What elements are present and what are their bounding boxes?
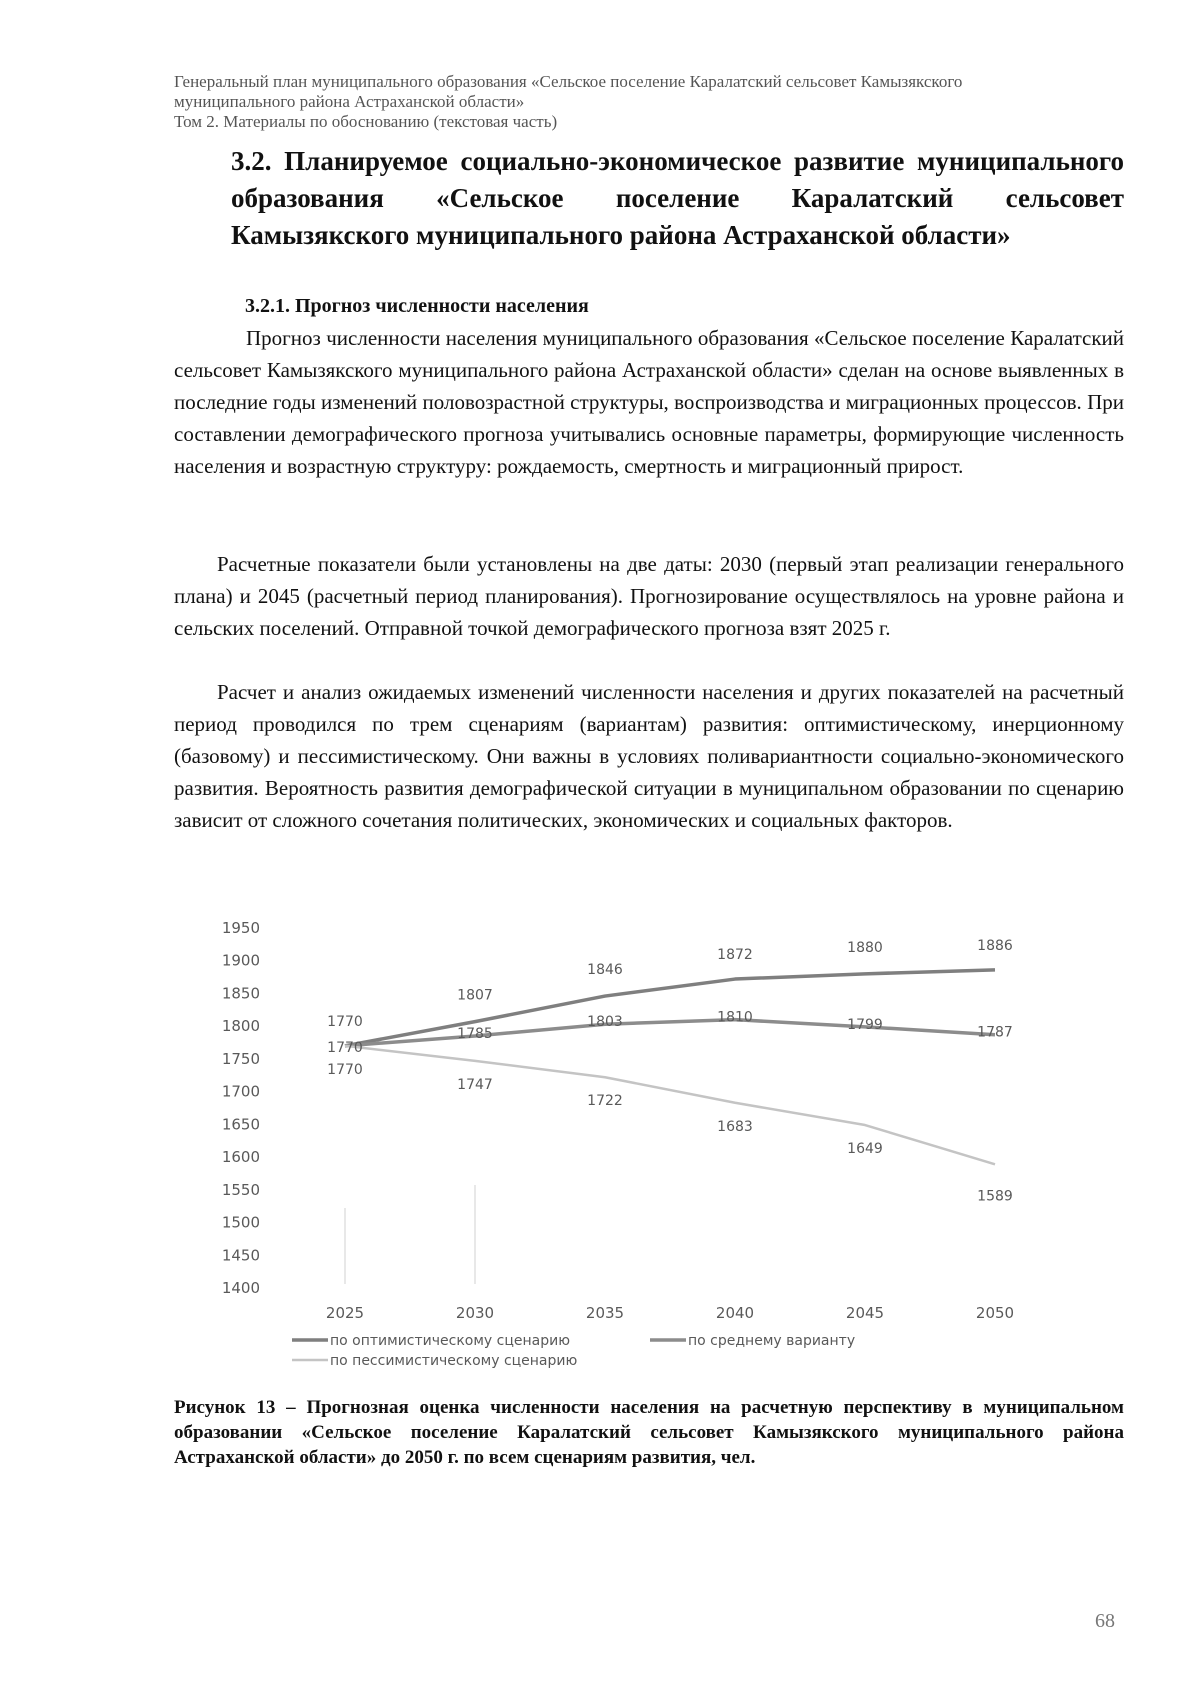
data-label: 1683 — [717, 1118, 753, 1135]
data-label: 1770 — [327, 1061, 363, 1078]
y-tick-label: 1550 — [221, 1180, 260, 1199]
population-forecast-chart — [180, 900, 1080, 1380]
data-label: 1880 — [847, 939, 883, 956]
data-label: 1846 — [587, 962, 623, 979]
data-label: 1589 — [977, 1188, 1013, 1205]
header-line-2: муниципального района Астраханской области» — [174, 92, 525, 111]
data-label: 1770 — [327, 1039, 363, 1056]
data-label: 1785 — [457, 1026, 493, 1042]
series-line-1 — [345, 970, 995, 1046]
figure-caption: Рисунок 13 – Прогнозная оценка численности населения на расчетную перспективу в муниципальном образовании «Сельское поселение Каралатский сельсовет Камызякского муниципального района Астраханской области» до 2050 г. по всем сценариям развития, чел. — [174, 1397, 1124, 1468]
series-line-2 — [345, 1020, 995, 1046]
y-tick-label: 1650 — [221, 1115, 260, 1134]
x-tick-label: 2045 — [845, 1304, 885, 1322]
y-tick-label: 1500 — [221, 1213, 260, 1232]
y-tick-label: 1850 — [221, 984, 260, 1003]
data-label: 1886 — [977, 937, 1013, 954]
data-label: 1787 — [977, 1024, 1013, 1041]
header-line-3: Том 2. Материалы по обоснованию (текстовая часть) — [174, 112, 558, 131]
data-label: 1803 — [587, 1014, 623, 1031]
x-tick-label: 2050 — [975, 1304, 1015, 1322]
y-tick-label: 1900 — [221, 951, 260, 970]
running-header — [174, 72, 1134, 132]
data-label: 1722 — [587, 1093, 623, 1110]
x-tick-label: 2040 — [715, 1304, 755, 1322]
y-tick-label: 1400 — [221, 1279, 260, 1297]
y-tick-label: 1750 — [221, 1049, 260, 1068]
data-label: 1649 — [847, 1141, 883, 1158]
y-tick-label: 1800 — [221, 1017, 260, 1036]
data-label: 1799 — [847, 1016, 883, 1033]
header-line-1: Генеральный план муниципального образования «Сельское поселение Каралатский сельсовет Камызякского — [174, 72, 963, 91]
subsection-title: 3.2.1. Прогноз численности населения — [245, 295, 589, 317]
data-label: 1810 — [717, 1009, 753, 1026]
data-label: 1872 — [717, 947, 753, 964]
data-label: 1807 — [457, 987, 493, 1004]
chart-canvas — [180, 900, 1080, 1380]
page-number: 68 — [1095, 1610, 1115, 1632]
legend-label: по оптимистическому сценарию — [330, 1333, 570, 1349]
y-tick-label: 1600 — [221, 1148, 260, 1167]
series-line-3 — [345, 1046, 995, 1164]
y-tick-label: 1450 — [221, 1246, 260, 1265]
legend-label: по среднему варианту — [688, 1333, 856, 1349]
legend-label: по пессимистическому сценарию — [330, 1353, 578, 1369]
paragraph-2: Расчетные показатели были установлены на две даты: 2030 (первый этап реализации генерального плана) и 2045 (расчетный период планирования). Прогнозирование осуществлялось на уровне района и сельских поселений. Отправной точкой демографического прогноза взят 2025 г. — [174, 552, 1124, 640]
y-tick-label: 1950 — [221, 919, 260, 937]
data-label: 1770 — [327, 1013, 363, 1030]
paragraph-1: Прогноз численности населения муниципального образования «Сельское поселение Каралатский сельсовет Камызякского муниципального района Астраханской области» сделан на основе выявленных в последние годы изменений половозрастной структуры, воспроизводства и миграционных процессов. При составлении демографического прогноза учитывались основные параметры, формирующие численность населения и возрастную структуру: рождаемость, смертность и миграционный прирост. — [174, 326, 1124, 478]
section-title: 3.2. Планируемое социально-экономическое развитие муниципального образования «Сельское поселение Каралатский сельсовет Камызякского муниципального района Астраханской области» — [231, 146, 1124, 250]
x-tick-label: 2035 — [585, 1304, 625, 1322]
y-tick-label: 1700 — [221, 1082, 260, 1101]
x-tick-label: 2030 — [455, 1304, 495, 1322]
paragraph-3: Расчет и анализ ожидаемых изменений численности населения и других показателей на расчетный период проводился по трем сценариям (вариантам) развития: оптимистическому, инерционному (базовому) и пессимистическому. Они важны в условиях поливариантности социально-экономического развития. Вероятность развития демографической ситуации в муниципальном образовании по сценарию зависит от сложного сочетания политических, экономических и социальных факторов. — [174, 680, 1124, 832]
x-tick-label: 2025 — [325, 1304, 365, 1322]
data-label: 1747 — [457, 1076, 493, 1093]
